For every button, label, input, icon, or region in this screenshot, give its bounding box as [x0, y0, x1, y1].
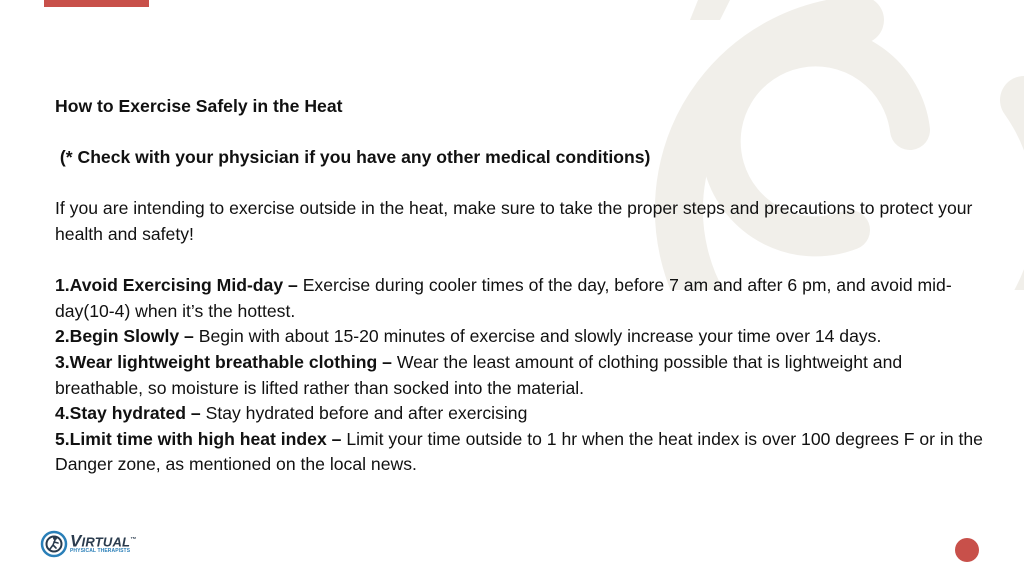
tip-heading: 3.Wear lightweight breathable clothing –	[55, 351, 397, 372]
tip-heading: 2.Begin Slowly –	[55, 326, 199, 347]
tip-item	[55, 350, 985, 401]
tip-item	[55, 427, 985, 478]
logo-subtitle: PHYSICAL THERAPISTS	[70, 548, 131, 555]
logo-wordmark: VIRTUAL™	[70, 531, 137, 551]
tip-text: Begin with about 15-20 minutes of exercise and slowly increase your time over 14 days.	[198, 326, 882, 347]
top-accent-bar	[44, 0, 149, 7]
slide-body	[55, 94, 985, 478]
tip-heading: 4.Stay hydrated –	[55, 403, 206, 424]
page-indicator-dot	[955, 538, 979, 562]
virtual-pt-runner-icon	[40, 530, 68, 558]
physician-note: (* Check with your physician if you have any other medical conditions)	[55, 147, 651, 168]
tip-item	[55, 324, 985, 350]
tip-text: Exercise during cooler times of the day, before 7 am and after 6 pm, and avoid mid-day(10-4) when it’s the hottest.	[55, 275, 952, 321]
tip-item	[55, 401, 985, 427]
slide-title: How to Exercise Safely in the Heat	[55, 96, 343, 116]
intro-paragraph: If you are intending to exercise outside in the heat, make sure to take the proper steps and precautions to protect your health and safety!	[55, 198, 973, 244]
tip-text: Stay hydrated before and after exercising	[205, 403, 528, 424]
tip-text: Wear the least amount of clothing possible that is lightweight and breathable, so moisture is lifted rather than socked into the material.	[55, 351, 903, 398]
tip-item	[55, 273, 985, 324]
tip-text: Limit your time outside to 1 hr when the heat index is over 100 degrees F or in the Danger zone, as mentioned on the local news.	[55, 428, 983, 475]
tip-heading: 5.Limit time with high heat index –	[55, 428, 347, 449]
footer-logo	[40, 528, 136, 560]
tip-heading: 1.Avoid Exercising Mid-day –	[55, 275, 303, 296]
